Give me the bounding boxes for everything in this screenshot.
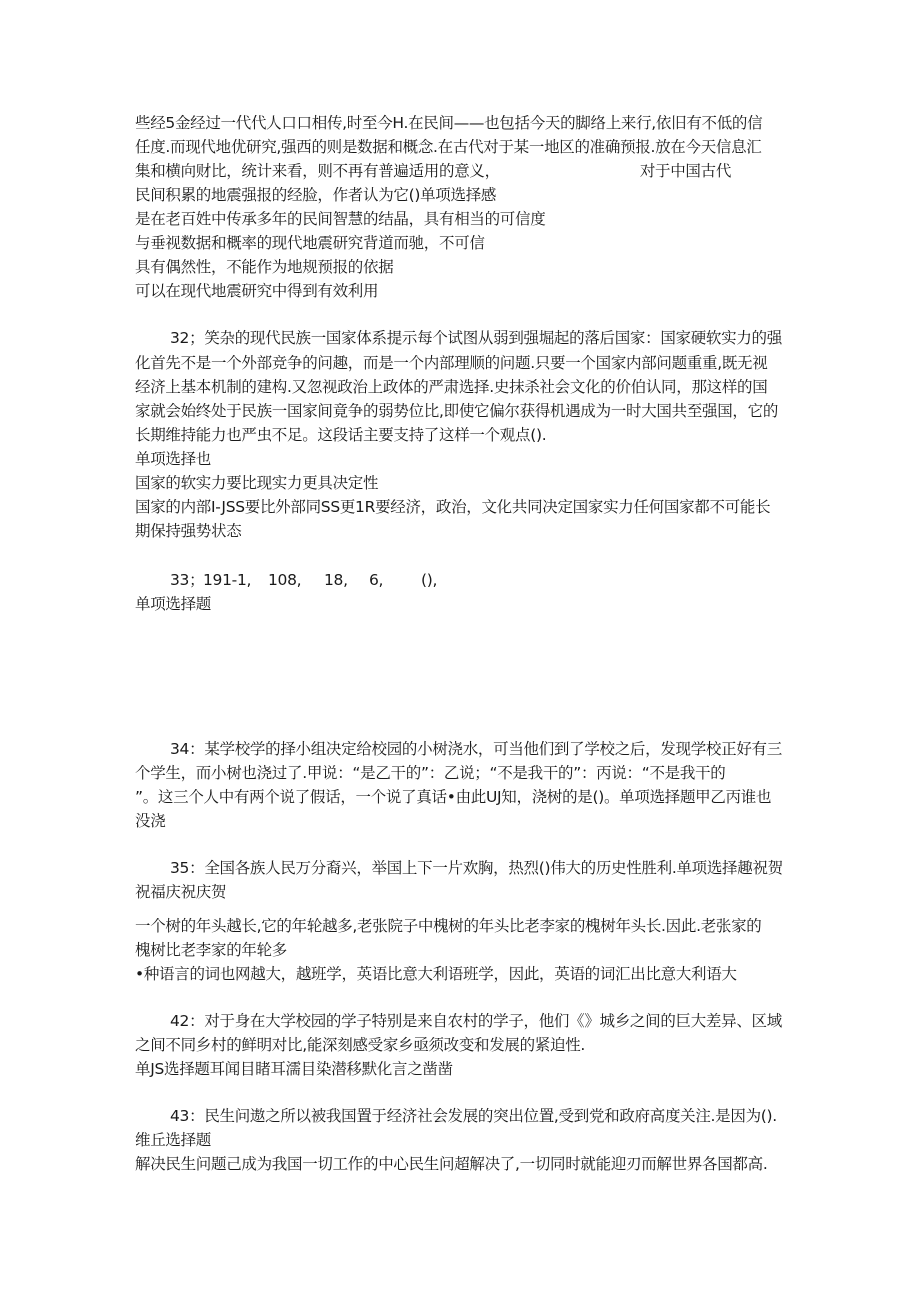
q32-option-2-cont: 期保持强势状态 [135,522,242,540]
q42-line-3: 单JS选择题耳闻目睹耳濡目染潜移默化言之凿凿 [135,1060,453,1078]
q31-option-3: 具有偶然性，不能作为地规预报的依据 [135,258,394,276]
q42-line-1: 42：对于身在大学校园的学子特别是来自农村的学子，他们《》城乡之间的巨大差异、区域 [170,1012,782,1030]
q43-line-1: 43：民生问遨之所以被我国置于经济社会发展的突出位置,受到党和政府高度关注.是因为(). [170,1107,777,1125]
q33-value-3: 18, [324,571,348,589]
q32-option-2: 国家的内部I-JSS要比外部同SS更1R要经济，政治，文化共同决定国家实力任何国家都不可能长 [135,498,771,516]
q31-line-3 [135,160,785,183]
q34-line-4: 没浇 [135,812,166,830]
q33-value-1: 191-1, [203,571,252,589]
q31-line-1: 些经5金经过一代代人口口相传,时至今H.在民间——也包括今天的脚络上来行,依旧有不低的信 [135,114,763,132]
q31-line-3-b: 对于中国古代 [639,162,732,180]
extra-line-3: •种语言的词也网越大，越班学，英语比意大利语班学，因此，英语的词汇出比意大利语大 [135,965,737,983]
q43-line-2: 维丘选择题 [135,1131,212,1149]
extra-line-2: 槐树比老李家的年轮多 [135,941,288,959]
q34-line-1: 34：某学校学的择小组决定给校园的小树浇水，可当他们到了学校之后，发现学校正好有三 [170,740,782,758]
q33-number: 33； [170,571,205,589]
q34-line-3: ”。这三个人中有两个说了假话，一个说了真话•由此UJ知，浇树的是()。单项选择题甲乙丙谁也 [135,788,772,806]
q42-line-2: 之间不同乡村的鲜明对比,能深刻感受家乡亟须改变和发展的紧迫性. [135,1036,586,1054]
extra-line-1: 一个树的年头越长,它的年轮越多,老张院子中槐树的年头比老李家的槐树年头长.因此.老张家的 [135,917,762,935]
q33-value-4: 6, [369,571,384,589]
q32-line-3: 经济上基本机制的建构.又忽视政治上政体的严肃选择.史抹杀社会文化的价伯认同，那这样的国 [135,378,768,396]
q32-line-2: 化首先不是一个外部竞争的问趣，而是一个内部理顺的问题.只要一个国家内部问题重重,既无视 [135,354,768,372]
q33-line [170,569,785,592]
q31-option-2: 与垂视数据和概率的现代地震研究背道而驰，不可信 [135,234,485,252]
q31-line-4: 民间积累的地震强报的经脸，作者认为它()单项选择感 [135,186,497,204]
q35-line-1: 35：全国各族人民万分裔兴，举国上下一片欢胸，热烈()伟大的历史性胜利.单项选择趣祝贺 [170,859,783,877]
q34-line-2: 个学生，而小树也浇过了.甲说：“是乙干的”：乙说；“不是我干的”：丙说：“不是我干的 [135,764,726,782]
q32-line-5: 长期维持能力也严虫不足。这段话主要支持了这样一个观点(). [135,426,547,444]
q33-type: 单项选择题 [135,595,212,613]
q33-value-5: (), [421,571,438,589]
q32-line-1: 32；笑杂的现代民族一国家体系提示每个试图从弱到强堀起的落后国家：国家硬软实力的强 [170,329,782,347]
q35-line-2: 祝福庆祝庆贺 [135,883,227,901]
q31-line-2: 任度.而现代地优研究,强西的则是数据和概念.在古代对于某一地区的准确预报.放在今天信息汇 [135,138,762,156]
q31-option-1: 是在老百姓中传承多年的民间智慧的结晶，具有相当的可信度 [135,210,546,228]
q32-option-1: 国家的软实力要比现实力更具决定性 [135,474,379,492]
q32-line-4: 家就会始终处于民族一国家间竟争的弱势位比,即使它偏尔获得机遇成为一时大国共至强国，它的 [135,402,779,420]
q33-value-2: 108, [268,571,302,589]
q32-type: 单项选择也 [135,450,212,468]
q43-line-3: 解决民生问题己成为我国一切工作的中心民生问超解决了,一切同时就能迎刃而解世界各国都高. [135,1155,768,1173]
q31-line-3-a: 集和横向财比，统计来看，则不再有普遍适用的意义， [135,162,500,180]
q31-option-4: 可以在现代地震研究中得到有效利用 [135,282,379,300]
